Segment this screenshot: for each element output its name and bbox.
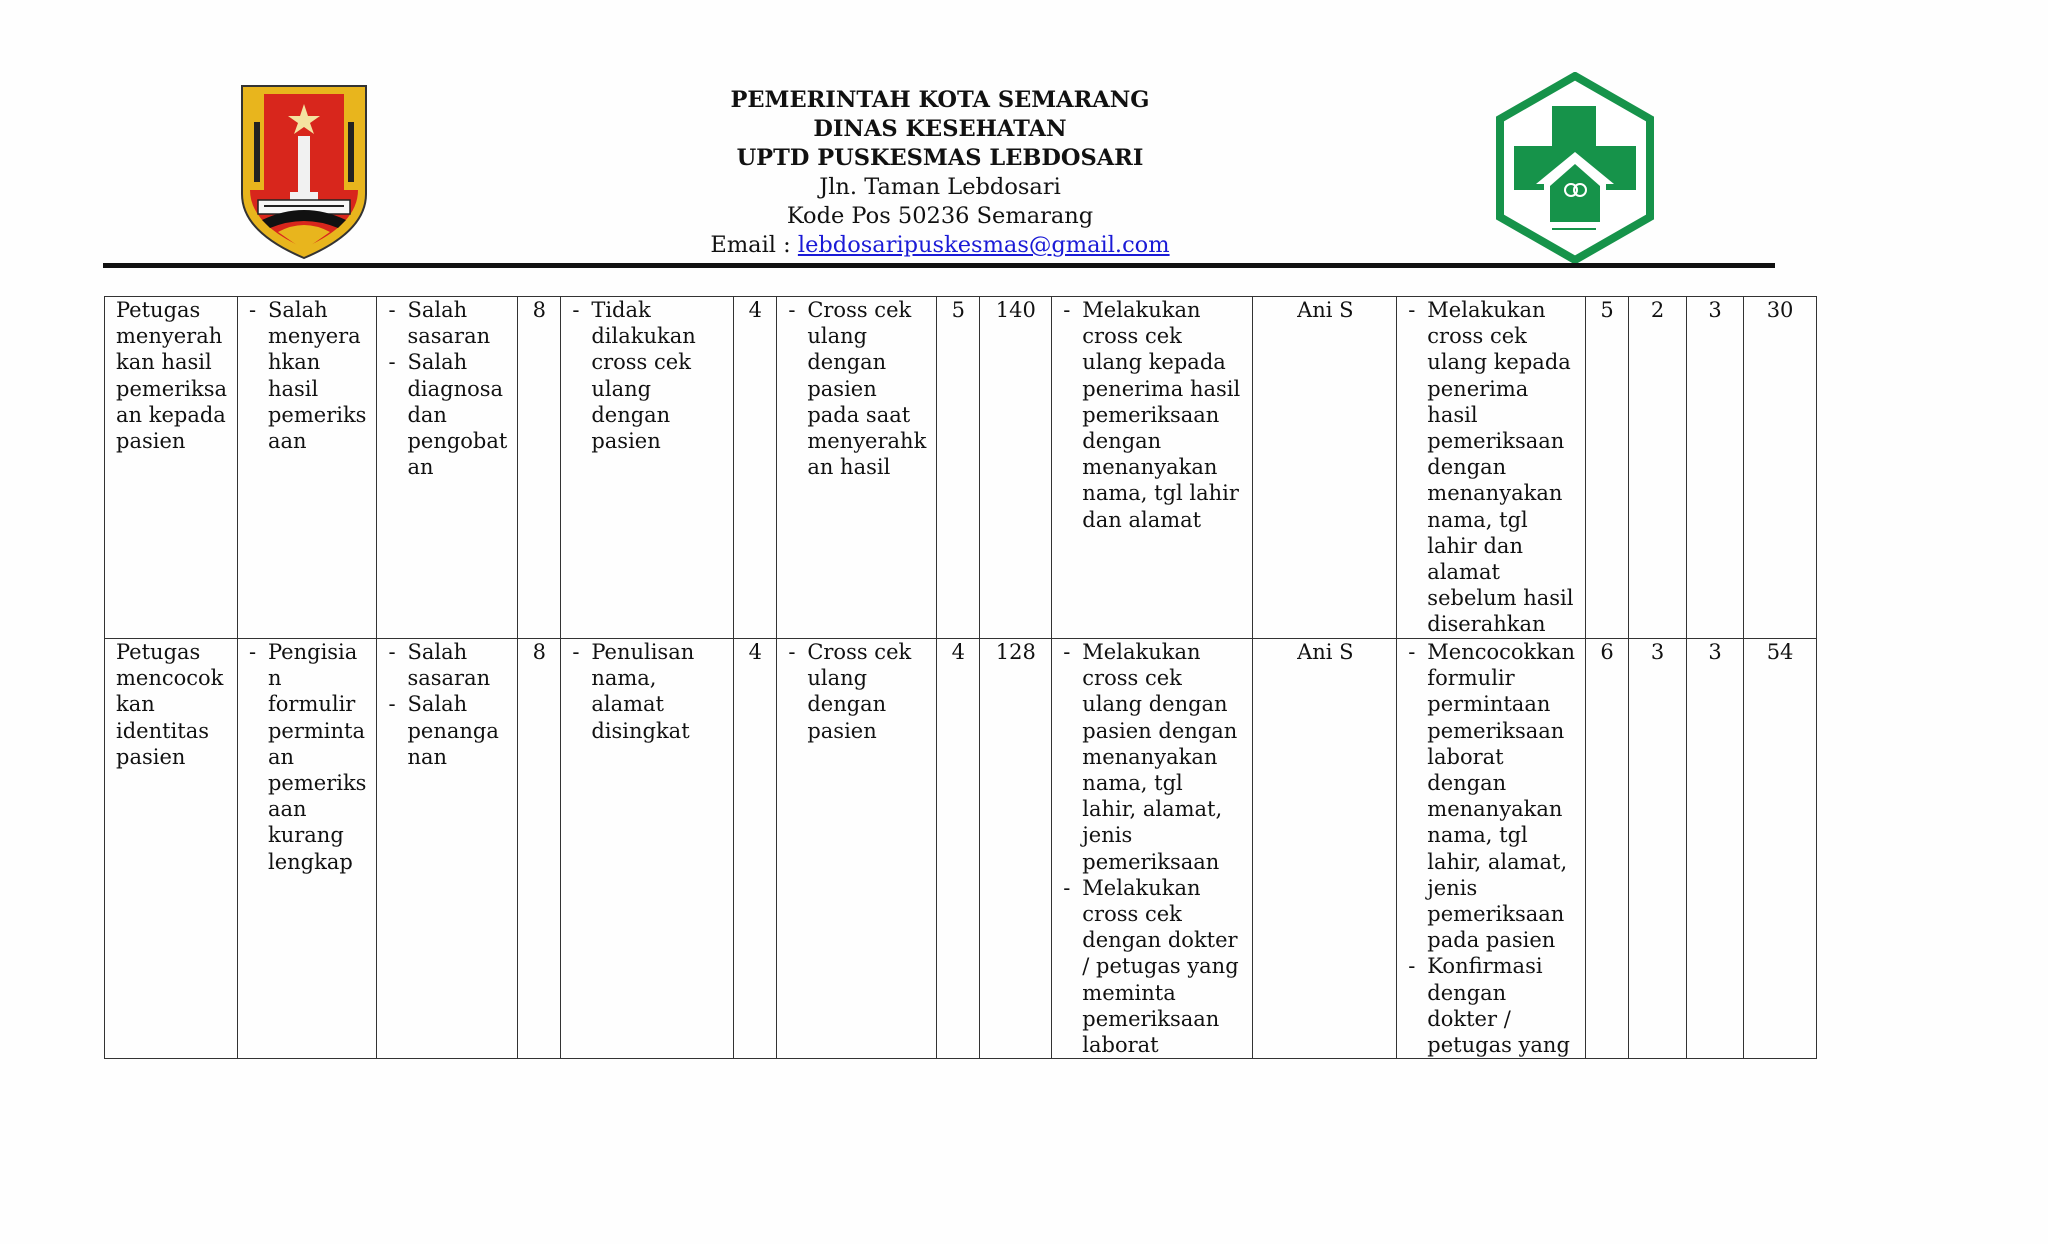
- failure-effect-cell: [377, 639, 518, 1059]
- new-severity-cell: 5: [1586, 297, 1629, 639]
- occurrence-cell: 4: [734, 639, 777, 1059]
- rpn-cell: 140: [980, 297, 1052, 639]
- list-item: - Cross cek ulang dengan pasien: [788, 639, 926, 744]
- letterhead-divider: [103, 263, 1775, 268]
- new-rpn-cell: 30: [1744, 297, 1817, 639]
- email-link[interactable]: lebdosaripuskesmas@gmail.com: [797, 232, 1170, 258]
- list-item: - Salah sasaran: [388, 297, 507, 349]
- risk-table: [104, 296, 1817, 1059]
- control-cell: [777, 297, 937, 639]
- action-cell: [1052, 639, 1253, 1059]
- occurrence-cell: 4: [734, 297, 777, 639]
- list-item: - Mencocokkan formulir permintaan pemeriksaan laborat dengan menanyakan nama, tgl lahir, alamat, jenis pemeriksaan pada pasien: [1408, 639, 1575, 953]
- list-item: - Tidak dilakukan cross cek ulang dengan pasien: [572, 297, 723, 454]
- email-label: Email :: [710, 232, 798, 258]
- kota-semarang-emblem-icon: [238, 82, 370, 262]
- letterhead-unit: UPTD PUSKESMAS LEBDOSARI: [736, 145, 1144, 171]
- new-rpn-cell: 54: [1744, 639, 1817, 1059]
- table-row: [105, 297, 1817, 639]
- process-step-cell: Petugas menyerah kan hasil pemeriksa an kepada pasien: [105, 297, 238, 639]
- action-cell: [1052, 297, 1253, 639]
- letterhead-text: [640, 86, 1240, 260]
- result-action-cell: [1397, 639, 1586, 1059]
- pic-cell: Ani S: [1253, 639, 1397, 1059]
- list-item: - Melakukan cross cek dengan dokter / petugas yang meminta pemeriksaan laborat: [1063, 875, 1242, 1058]
- failure-effect-cell: [377, 297, 518, 639]
- detection-cell: 5: [937, 297, 980, 639]
- letterhead-department: DINAS KESEHATAN: [813, 116, 1067, 142]
- list-item: - Penulisan nama, alamat disingkat: [572, 639, 723, 744]
- control-cell: [777, 639, 937, 1059]
- list-item: - Pengisia n formulir perminta an pemeriks aan kurang lengkap: [249, 639, 366, 875]
- letterhead-address: Jln. Taman Lebdosari: [819, 174, 1061, 200]
- new-occurrence-cell: 2: [1629, 297, 1687, 639]
- cause-cell: [561, 297, 734, 639]
- process-step-cell: Petugas mencocok kan identitas pasien: [105, 639, 238, 1059]
- rpn-cell: 128: [980, 639, 1052, 1059]
- new-detection-cell: 3: [1687, 297, 1744, 639]
- result-action-cell: [1397, 297, 1586, 639]
- list-item: - Cross cek ulang dengan pasien pada saat menyerahk an hasil: [788, 297, 926, 480]
- list-item: - Melakukan cross cek ulang kepada penerima hasil pemeriksaan dengan menanyakan nama, tgl lahir dan alamat: [1063, 297, 1242, 533]
- list-item: - Melakukan cross cek ulang dengan pasien dengan menanyakan nama, tgl lahir, alamat, jenis pemeriksaan: [1063, 639, 1242, 875]
- severity-cell: 8: [518, 297, 561, 639]
- failure-mode-cell: [237, 639, 376, 1059]
- letterhead-email-line: [640, 231, 1240, 260]
- list-item: - Salah penanga nan: [388, 691, 507, 770]
- letterhead-government: PEMERINTAH KOTA SEMARANG: [730, 87, 1150, 113]
- list-item: - Melakukan cross cek ulang kepada penerima hasil pemeriksaan dengan menanyakan nama, tgl lahir dan alamat sebelum hasil diserahkan: [1408, 297, 1575, 638]
- list-item: - Salah menyera hkan hasil pemeriks aan: [249, 297, 366, 454]
- list-item: - Salah sasaran: [388, 639, 507, 691]
- severity-cell: 8: [518, 639, 561, 1059]
- new-detection-cell: 3: [1687, 639, 1744, 1059]
- letterhead-postal: Kode Pos 50236 Semarang: [786, 203, 1094, 229]
- letterhead-header: [0, 0, 2048, 270]
- new-severity-cell: 6: [1586, 639, 1629, 1059]
- failure-mode-cell: [237, 297, 376, 639]
- list-item: - Salah diagnosa dan pengobat an: [388, 349, 507, 480]
- table-row: [105, 639, 1817, 1059]
- detection-cell: 4: [937, 639, 980, 1059]
- new-occurrence-cell: 3: [1629, 639, 1687, 1059]
- list-item: - Konfirmasi dengan dokter / petugas yang: [1408, 953, 1575, 1058]
- pic-cell: Ani S: [1253, 297, 1397, 639]
- puskesmas-logo-icon: [1494, 72, 1656, 264]
- cause-cell: [561, 639, 734, 1059]
